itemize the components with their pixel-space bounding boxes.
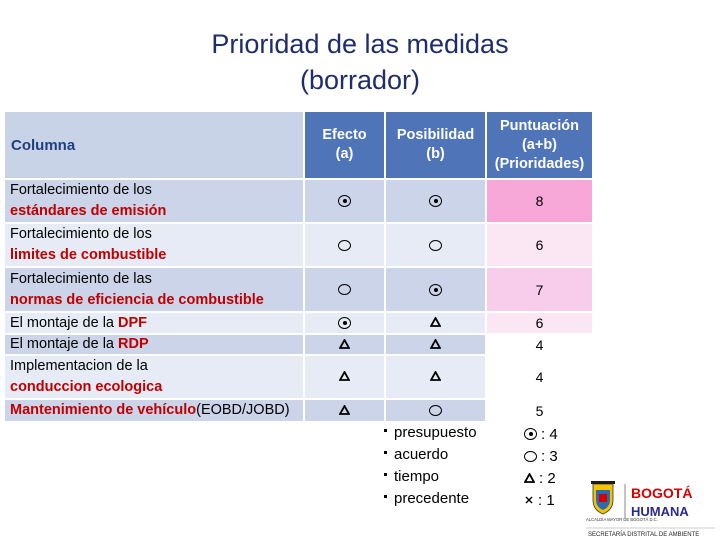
header-efecto-line1: Efecto [322, 127, 367, 143]
row-label-line [10, 180, 303, 201]
header-efecto-line2: (a) [335, 146, 354, 162]
row-label-line [10, 245, 303, 266]
row-label [5, 313, 303, 333]
bullet-icon [384, 473, 387, 476]
legend-symbol-item [524, 446, 558, 466]
logo-graphic [583, 478, 718, 540]
cross-icon [524, 492, 534, 509]
label-text: Fortalecimiento de las [10, 270, 152, 287]
triangle-icon [430, 314, 441, 332]
efecto-cell [305, 400, 384, 421]
circle-icon [338, 284, 351, 295]
header-efecto [305, 112, 384, 178]
highlight-text: RDP [118, 336, 149, 352]
row-label [5, 224, 303, 266]
row-label-line [10, 201, 303, 222]
logo-secretaria: SECRETARÍA DISTRITAL DE AMBIENTE [588, 532, 700, 538]
row-label-line [10, 269, 303, 290]
legend-criterion [384, 468, 504, 488]
label-text: El montaje de la [10, 336, 119, 352]
header-puntuacion-line1: Puntuación [500, 117, 579, 134]
score-cell: 4 [487, 335, 592, 354]
row-label [5, 400, 303, 421]
header-posibilidad [386, 112, 485, 178]
header-puntuacion-line2: (a+b) [521, 136, 558, 153]
highlight-text: conduccion ecologica [10, 379, 163, 395]
header-column: Columna [5, 112, 303, 178]
header-puntuacion [487, 112, 592, 178]
legend-criterion [384, 424, 504, 444]
posibilidad-cell [386, 268, 485, 311]
legend-symbol-value: : 3 [541, 447, 558, 465]
header-posibilidad-line1: Posibilidad [396, 127, 475, 143]
row-label [5, 180, 303, 222]
legend-criterion [384, 446, 504, 466]
row-label-line [10, 290, 303, 311]
legend-criterion-text: presupuesto [394, 424, 477, 441]
efecto-cell [305, 224, 384, 266]
triangle-icon [524, 470, 535, 487]
row-label [5, 356, 303, 398]
circle-icon [524, 451, 537, 462]
triangle-icon [339, 336, 350, 354]
highlight-text: limites de combustible [10, 247, 167, 263]
row-label-line [10, 377, 303, 398]
triangle-icon [339, 402, 350, 420]
posibilidad-cell [386, 400, 485, 421]
coat-of-arms-icon [591, 481, 615, 514]
posibilidad-cell [386, 356, 485, 398]
highlight-text: estándares de emisión [10, 203, 167, 219]
row-label-line [10, 400, 303, 421]
legend-symbol-value: : 4 [541, 425, 558, 443]
label-text: El montaje de la [10, 314, 119, 331]
double-circle-icon [429, 284, 442, 296]
highlight-text: DPF [118, 314, 148, 331]
legend-symbol-item [524, 490, 555, 510]
header-posibilidad-line2: (b) [426, 146, 445, 162]
row-label-line [10, 224, 303, 245]
row-label-line [10, 334, 303, 355]
double-circle-icon [429, 195, 442, 207]
legend-criterion [384, 490, 504, 510]
score-cell: 6 [487, 224, 592, 266]
triangle-icon [430, 368, 441, 386]
row-label-line [10, 356, 303, 377]
posibilidad-cell [386, 180, 485, 222]
double-circle-icon [524, 428, 537, 440]
logo-name-line2: HUMANA [631, 504, 689, 519]
row-label [5, 268, 303, 311]
score-cell: 8 [487, 180, 592, 222]
slide-title-line1: Prioridad de las medidas [211, 29, 509, 59]
logo-name-line1: BOGOTÁ [631, 485, 693, 501]
triangle-icon [430, 336, 441, 354]
bogota-humana-logo [583, 478, 718, 540]
legend-criterion-text: acuerdo [394, 446, 449, 463]
label-text: Fortalecimiento de los [10, 226, 152, 242]
circle-icon [429, 405, 442, 416]
posibilidad-cell [386, 224, 485, 266]
highlight-text: normas de eficiencia de combustible [10, 291, 264, 308]
bullet-icon [384, 429, 387, 432]
row-label-line [10, 313, 303, 334]
score-cell: 6 [487, 313, 592, 333]
posibilidad-cell [386, 313, 485, 333]
efecto-cell [305, 313, 384, 333]
label-text: Implementacion de la [10, 358, 148, 374]
slide-title-line2: (borrador) [299, 65, 421, 95]
legend-criterion-text: tiempo [394, 468, 440, 485]
logo-entity: ALCALDÍA MAYOR DE BOGOTÁ D.C. [586, 517, 658, 522]
label-text: Fortalecimiento de los [10, 182, 152, 198]
row-label [5, 335, 303, 354]
score-cell: 4 [487, 356, 592, 398]
circle-icon [338, 240, 351, 251]
priority-table [5, 112, 592, 422]
circle-icon [429, 240, 442, 251]
legend-symbol-value: : 1 [538, 491, 555, 509]
legend-symbol-value: : 2 [539, 469, 556, 487]
efecto-cell [305, 180, 384, 222]
efecto-cell [305, 268, 384, 311]
bullet-icon [384, 451, 387, 454]
score-cell: 7 [487, 268, 592, 311]
double-circle-icon [338, 317, 351, 329]
efecto-cell [305, 335, 384, 354]
bullet-icon [384, 495, 387, 498]
posibilidad-cell [386, 335, 485, 354]
double-circle-icon [338, 195, 351, 207]
legend-symbol-item [524, 424, 558, 444]
legend-symbol-item [524, 468, 556, 488]
header-puntuacion-line3: (Prioridades) [494, 155, 585, 172]
score-cell: 5 [487, 400, 592, 421]
legend-criterion-text: precedente [394, 490, 470, 507]
triangle-icon [339, 368, 350, 386]
efecto-cell [305, 356, 384, 398]
highlight-text: Mantenimiento de vehículo [10, 402, 197, 418]
label-text: (EOBD/JOBD) [196, 402, 290, 418]
